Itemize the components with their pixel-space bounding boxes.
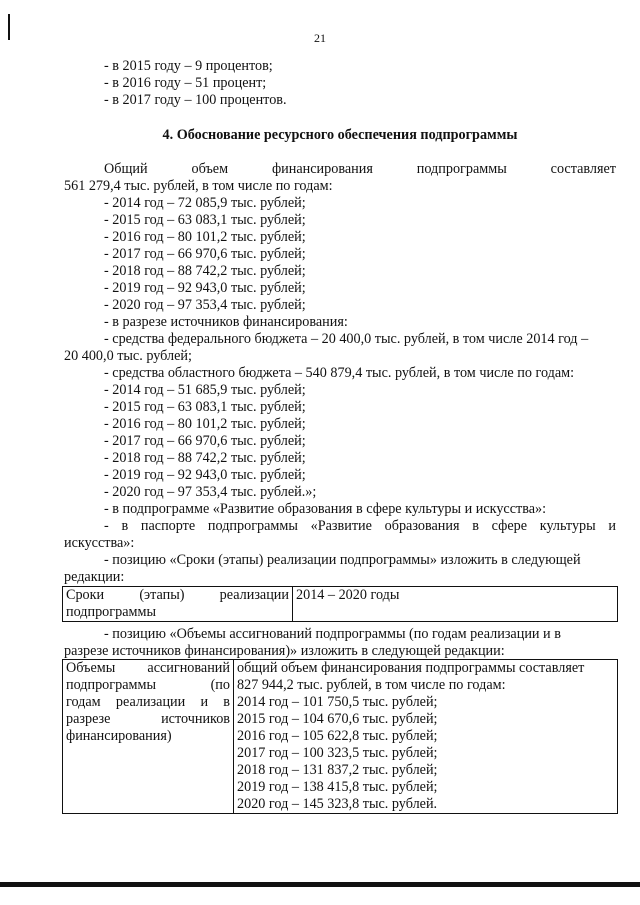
passport-line: искусства»: xyxy=(64,535,135,551)
table-row xyxy=(63,587,618,622)
cell-line: Сроки (этапы) реализации xyxy=(66,587,289,603)
list-item: - 2019 год – 92 943,0 тыс. рублей; xyxy=(104,467,306,483)
intro-line: Общий объем финансирования подпрограммы составляет xyxy=(104,161,616,177)
cell-line: 2014 год – 101 750,5 тыс. рублей; xyxy=(237,694,438,710)
cell-line: разрезе источников xyxy=(66,711,230,727)
cell-line: 827 944,2 тыс. рублей, в том числе по годам: xyxy=(237,677,506,693)
position-line: - позицию «Объемы ассигнований подпрограммы (по годам реализации и в xyxy=(104,626,561,642)
position-line: редакции: xyxy=(64,569,125,585)
list-item: - в 2016 году – 51 процент; xyxy=(104,75,267,91)
cell-line: подпрограммы xyxy=(66,604,156,620)
list-item: - в 2015 году – 9 процентов; xyxy=(104,58,273,74)
cell-line: 2014 – 2020 годы xyxy=(296,587,400,603)
regional-intro: - средства областного бюджета – 540 879,4 тыс. рублей, в том числе по годам: xyxy=(104,365,575,381)
table-cell-value xyxy=(234,660,618,814)
percent-list xyxy=(64,58,616,109)
cell-line: 2020 год – 145 323,8 тыс. рублей. xyxy=(237,796,438,812)
list-item: - 2018 год – 88 742,2 тыс. рублей; xyxy=(104,450,306,466)
list-item: - 2015 год – 63 083,1 тыс. рублей; xyxy=(104,399,306,415)
list-item: - 2016 год – 80 101,2 тыс. рублей; xyxy=(104,416,306,432)
cell-line: подпрограммы (по xyxy=(66,677,230,693)
bottom-scan-bar xyxy=(0,882,640,887)
table-cell-value xyxy=(293,587,618,622)
budget-table xyxy=(62,659,618,814)
table-cell-label xyxy=(63,587,293,622)
list-item: - 2020 год – 97 353,4 тыс. рублей.»; xyxy=(104,484,317,500)
position-line: - позицию «Сроки (этапы) реализации подпрограммы» изложить в следующей xyxy=(104,552,581,568)
list-item: - 2015 год – 63 083,1 тыс. рублей; xyxy=(104,212,306,228)
cell-line: 2015 год – 104 670,6 тыс. рублей; xyxy=(237,711,438,727)
position-line: разрезе источников финансирования)» изложить в следующей редакции: xyxy=(64,643,505,659)
list-item: - 2019 год – 92 943,0 тыс. рублей; xyxy=(104,280,306,296)
cell-line: Объемы ассигнований xyxy=(66,660,230,676)
position2-text xyxy=(64,626,616,660)
list-item: - 2020 год – 97 353,4 тыс. рублей; xyxy=(104,297,306,313)
table-row xyxy=(63,660,618,814)
cell-line: 2016 год – 105 622,8 тыс. рублей; xyxy=(237,728,438,744)
cell-line: 2018 год – 131 837,2 тыс. рублей; xyxy=(237,762,438,778)
section-heading: 4. Обоснование ресурсного обеспечения подпрограммы xyxy=(162,127,518,143)
list-item: - 2018 год – 88 742,2 тыс. рублей; xyxy=(104,263,306,279)
cell-line: 2017 год – 100 323,5 тыс. рублей; xyxy=(237,745,438,761)
cell-line: годам реализации и в xyxy=(66,694,230,710)
federal-line: 20 400,0 тыс. рублей; xyxy=(64,348,192,364)
list-item: - 2014 год – 72 085,9 тыс. рублей; xyxy=(104,195,306,211)
cell-line: финансирования) xyxy=(66,728,172,744)
federal-line: - средства федерального бюджета – 20 400,0 тыс. рублей, в том числе 2014 год – xyxy=(104,331,589,347)
financing-body xyxy=(64,161,616,586)
terms-table xyxy=(62,586,618,622)
subprogram-line: - в подпрограмме «Развитие образования в сфере культуры и искусства»: xyxy=(104,501,547,517)
sources-intro: - в разрезе источников финансирования: xyxy=(104,314,348,330)
table-cell-label xyxy=(63,660,234,814)
passport-line: - в паспорте подпрограммы «Развитие образования в сфере культуры и xyxy=(104,518,616,534)
list-item: - 2016 год – 80 101,2 тыс. рублей; xyxy=(104,229,306,245)
cell-line: общий объем финансирования подпрограммы составляет xyxy=(237,660,585,676)
list-item: - 2017 год – 66 970,6 тыс. рублей; xyxy=(104,246,306,262)
cell-line: 2019 год – 138 415,8 тыс. рублей; xyxy=(237,779,438,795)
list-item: - 2017 год – 66 970,6 тыс. рублей; xyxy=(104,433,306,449)
page-number: 21 xyxy=(314,31,326,45)
list-item: - в 2017 году – 100 процентов. xyxy=(104,92,287,108)
intro-line: 561 279,4 тыс. рублей, в том числе по годам: xyxy=(64,178,333,194)
list-item: - 2014 год – 51 685,9 тыс. рублей; xyxy=(104,382,306,398)
